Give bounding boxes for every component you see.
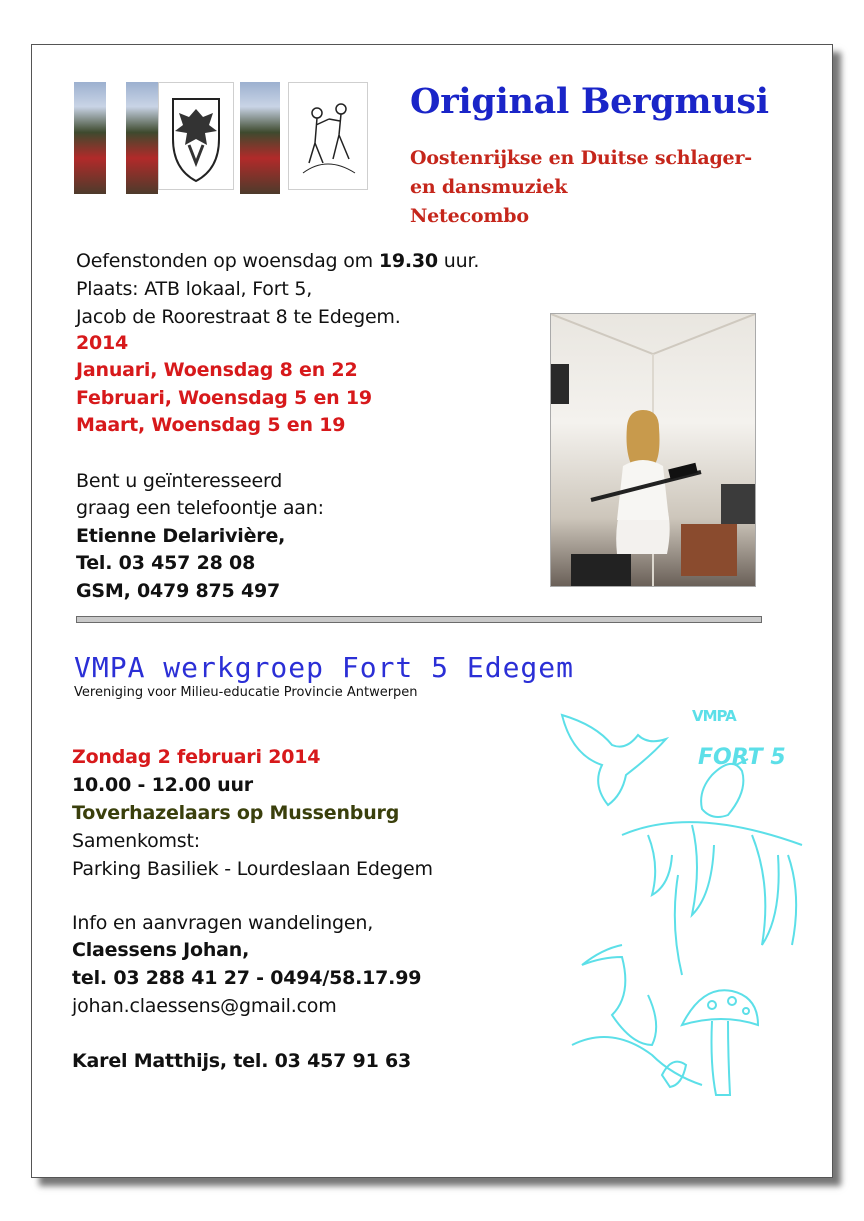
practice-time-text: Oefenstonden op woensdag om [76,250,379,272]
practice-time: 19.30 [378,250,438,272]
event-date: Zondag 2 februari 2014 [72,746,321,768]
subtitle-line: Oostenrijkse en Duitse schlager- [410,147,752,169]
branch-icon [622,822,802,975]
event-activity: Toverhazelaars op Mussenburg [72,802,400,824]
band-photo [74,82,106,194]
vmpa-heading: VMPA werkgroep Fort 5 Edegem [74,651,575,684]
date-line: Maart, Woensdag 5 en 19 [76,414,346,436]
flyer-page [31,44,833,1178]
contact-gsm: GSM, 0479 875 497 [76,580,281,602]
nature-drawing [552,695,812,1105]
contact-name: Etienne Delarivière, [76,525,286,547]
interest-line: Bent u geïnteresseerd [76,470,283,492]
bird-icon [701,759,748,817]
band-photo [264,82,280,194]
band-photo [126,82,158,194]
dancers-drawing-icon [288,82,368,190]
footer-contact: Karel Matthijs, tel. 03 457 91 63 [72,1050,412,1072]
subtitle-line: Netecombo [410,205,529,227]
info-line: Info en aanvragen wandelingen, [72,912,374,934]
interest-line: graag een telefoontje aan: [76,497,324,519]
header-banner-image [74,82,369,194]
meet-place: Parking Basiliek - Lourdeslaan Edegem [72,858,433,880]
vmpa-logo: VMPA [692,707,736,725]
practice-time-line [76,250,479,272]
info-phone: tel. 03 288 41 27 - 0494/58.17.99 [72,967,422,989]
year-heading: 2014 [76,332,129,354]
date-line: Februari, Woensdag 5 en 19 [76,387,372,409]
fort5-logo: FORT 5 [698,745,786,770]
address-line: Jacob de Roorestraat 8 te Edegem. [76,306,401,328]
location-line: Plaats: ATB lokaal, Fort 5, [76,278,313,300]
musician-photo [550,313,756,587]
vmpa-subheading: Vereniging voor Milieu-educatie Provincie Antwerpen [74,685,418,700]
event-time: 10.00 - 12.00 uur [72,774,253,796]
coat-of-arms-icon [158,82,234,190]
subtitle-line: en dansmuziek [410,176,568,198]
date-line: Januari, Woensdag 8 en 22 [76,359,358,381]
info-name: Claessens Johan, [72,939,250,961]
contact-phone: Tel. 03 457 28 08 [76,552,256,574]
info-email: johan.claessens@gmail.com [72,995,337,1017]
bat-icon [562,715,666,805]
mushroom-icon [662,990,758,1095]
page-title: Original Bergmusi [410,81,769,122]
practice-time-suffix: uur. [437,250,480,272]
meet-label: Samenkomst: [72,830,200,852]
section-divider [76,616,762,623]
